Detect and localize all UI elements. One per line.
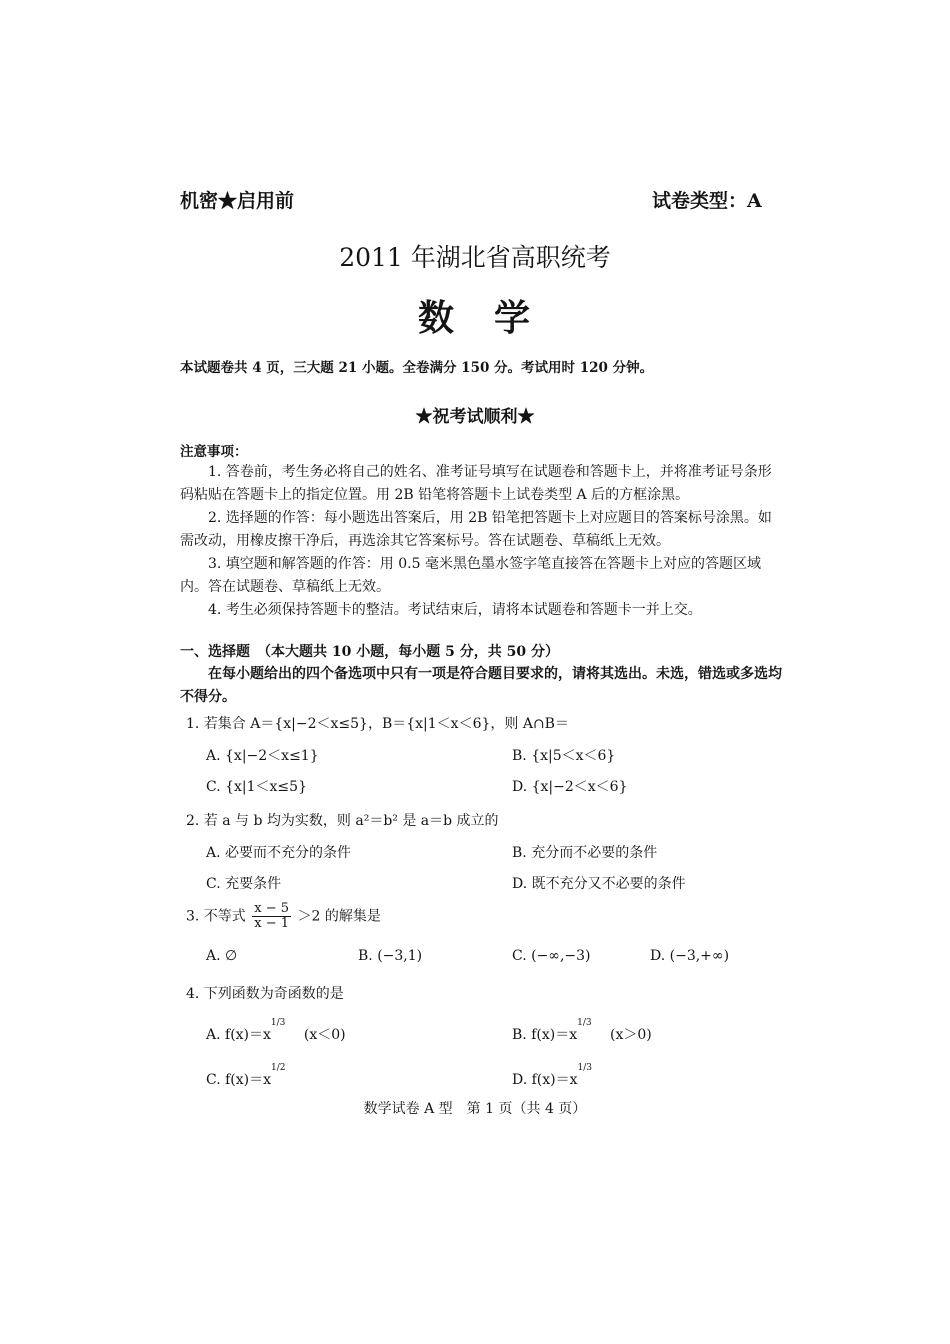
question-3-stem — [186, 902, 381, 931]
question-2-stem: 2. 若 a 与 b 均为实数，则 a²＝b² 是 a＝b 成立的 — [186, 813, 499, 829]
page-footer: 数学试卷 A 型 第 1 页（共 4 页） — [363, 1101, 587, 1117]
q2-option-d: D. 既不充分又不必要的条件 — [512, 876, 686, 892]
q4-d-function: D. f(x)＝x — [512, 1072, 578, 1088]
q4-b-function: B. f(x)＝x — [512, 1027, 578, 1043]
note-item: 3. 填空题和解答题的作答：用 0.5 毫米黑色墨水签字笔直接答在答题卡上对应的答题区域内。答在试题卷、草稿纸上无效。 — [180, 556, 761, 595]
paper-type: 试卷类型：A — [652, 190, 762, 212]
q1-option-c: C. {x|1＜x≤5} — [206, 779, 307, 795]
section-description: 在每小题给出的四个备选项中只有一项是符合题目要求的，请将其选出。未选，错选或多选均不得分。 — [180, 666, 782, 705]
q4-b-condition: (x＞0) — [610, 1027, 652, 1043]
q4-d-exponent: 1/3 — [577, 1063, 593, 1073]
q4-option-b — [512, 1018, 652, 1044]
question-4-stem: 4. 下列函数为奇函数的是 — [186, 986, 344, 1002]
q4-c-function: C. f(x)＝x — [206, 1072, 272, 1088]
q4-option-a — [206, 1018, 346, 1044]
q4-a-exponent: 1/3 — [270, 1018, 286, 1028]
q4-option-c — [206, 1063, 286, 1089]
q3-option-c: C. (−∞,−3) — [512, 948, 591, 964]
q4-a-condition: (x＜0) — [303, 1027, 346, 1043]
q1-option-a: A. {x|−2＜x≤1} — [206, 748, 319, 764]
q3-stem-prefix: 3. 不等式 — [186, 908, 246, 925]
q3-fraction-denominator: x − 1 — [254, 916, 290, 931]
q4-b-exponent: 1/3 — [577, 1018, 592, 1028]
good-luck-line: ★祝考试顺利★ — [415, 407, 535, 427]
exam-info: 本试题卷共 4 页，三大题 21 小题。全卷满分 150 分。考试用时 120 分钟。 — [180, 360, 654, 376]
q4-a-function: A. f(x)＝x — [206, 1027, 271, 1043]
question-1-stem: 1. 若集合 A＝{x|−2＜x≤5}，B＝{x|1＜x＜6}，则 A∩B＝ — [186, 716, 569, 732]
note-item: 1. 答卷前，考生务必将自己的姓名、准考证号填写在试题卷和答题卡上，并将准考证号条形码粘贴在答题卡上的指定位置。用 2B 铅笔将答题卡上试卷类型 A 后的方框涂黑。 — [180, 464, 772, 503]
page-title: 数 学 — [417, 297, 532, 339]
q1-option-d: D. {x|−2＜x＜6} — [512, 779, 628, 795]
q3-option-a: A. ∅ — [206, 948, 238, 964]
q2-option-c: C. 充要条件 — [206, 876, 282, 892]
q2-option-a: A. 必要而不充分的条件 — [206, 845, 352, 861]
q2-option-b: B. 充分而不必要的条件 — [512, 845, 658, 861]
q3-stem-suffix: ＞2 的解集是 — [297, 908, 381, 925]
q3-option-d: D. (−3,+∞) — [650, 948, 730, 964]
note-item: 4. 考生必须保持答题卡的整洁。考试结束后，请将本试题卷和答题卡一并上交。 — [208, 602, 702, 618]
section-heading: 一、选择题 （本大题共 10 小题，每小题 5 分，共 50 分） — [180, 644, 559, 660]
q3-fraction-numerator: x − 5 — [254, 901, 290, 916]
exam-subtitle: 2011 年湖北省高职统考 — [339, 243, 611, 272]
note-item: 2. 选择题的作答：每小题选出答案后，用 2B 铅笔把答题卡上对应题目的答案标号涂黑。如需改动，用橡皮擦干净后，再选涂其它答案标号。答在试题卷、草稿纸上无效。 — [180, 510, 772, 549]
q4-c-exponent: 1/2 — [271, 1063, 286, 1073]
notes-title: 注意事项： — [180, 444, 248, 460]
q3-option-b: B. (−3,1) — [358, 948, 423, 964]
confidential-mark: 机密★启用前 — [180, 190, 295, 212]
q4-option-d — [512, 1063, 593, 1089]
q1-option-b: B. {x|5＜x＜6} — [512, 748, 616, 764]
q3-fraction — [252, 902, 291, 931]
